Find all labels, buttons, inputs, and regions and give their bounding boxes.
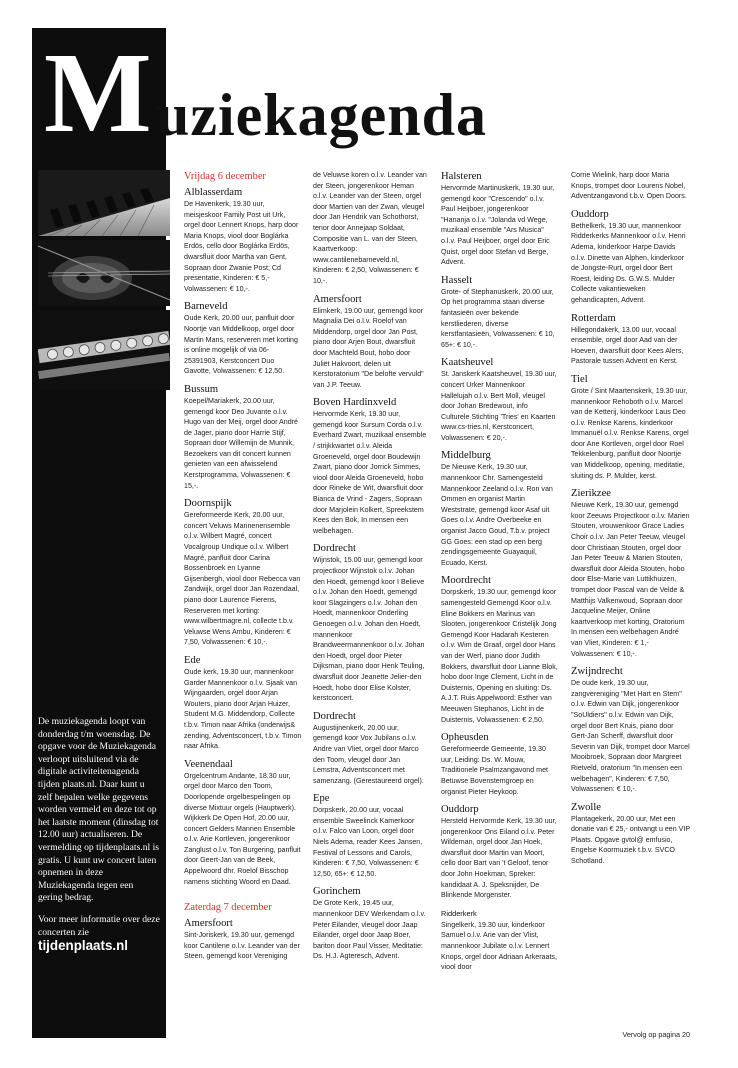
day-heading: Vrijdag 6 december xyxy=(184,171,266,182)
agenda-entry: De oude kerk, 19.30 uur, zangvereniging "Met Hart en Stem" o.l.v. Edwin van Dijk, jongerenkoor "SoUldiers" o.l.v. Edwin van Dijk, orgel door Bert Kruis, piano door Gert-Jan Scherff, dwarsfluit door Severin van Dijk, trompet door Marcel Mooibroek, Sopraan door Margreet Rietveld, oratorium "In mensen een welbehagen", Kinderen: € 7,50, Volwassenen: € 10,-. xyxy=(571,679,690,794)
city-heading: Ede xyxy=(184,654,201,666)
spacer xyxy=(184,893,302,901)
piano-keys-photo xyxy=(38,170,170,236)
agenda-entry: Oude kerk, 19.30 uur, mannenkoor Garder Mannenkoor o.l.v. Sjaak van Wijngaarden, orgel door Arjan Wouters, piano door Arjan Huizer, Student M.G. Middendorp, Collecte t.b.v. Timon naar Afrika (onderwijs& zending, Adventsconcert, t.b.v. Timon naar Afrika. xyxy=(184,667,302,751)
agenda-entry: Plantagekerk, 20.00 uur, Met een donatie van € 25,- ontvangt u een VIP Plaats. Opgave gvtol@ emfusio, Engelse Koormuziek t.b.v. SVCO Schotland. xyxy=(571,814,690,866)
city-heading: Tiel xyxy=(571,373,588,385)
intro-text xyxy=(38,716,160,953)
agenda-entry: Singelkerk, 19.30 uur, kinderkoor Samuel o.l.v. Arie van der Vlist, mannenkoor Jubilate o.l.v. Lennert Knops, orgel door Adriaan Arkeraats, viool door xyxy=(441,920,557,972)
city-heading: Zwolle xyxy=(571,801,602,813)
agenda-entry: Corrie Wielink, harp door Maria Knops, trompet door Lourens Nobel, Adventzangavond t.b.v. Open Doors. xyxy=(571,171,687,201)
title-initial: M xyxy=(44,29,150,156)
agenda-column-2 xyxy=(313,170,428,968)
agenda-entry: Orgelcentrum Andante, 18.30 uur, orgel door Marco den Toom, Doorlopende orgelbespelingen op diverse Mixtuur orgels (Hauptwerk). Wijkkerk De Open Hof, 20.00 uur, concert Gelders Mannen Ensemble o.l.v. Arie Kortleven, jongerenkoor Zanglust o.l.v. Ton Burgering, panfluit door Geert-Jan van de Beek, Appelwoord dhr. Roelof Bisschop namens stichting Woord en Daad. xyxy=(184,771,301,886)
city-heading: Doornspijk xyxy=(184,498,232,510)
agenda-column-3 xyxy=(441,170,558,979)
city-heading: Ridderkerk xyxy=(441,908,477,918)
city-heading: Rotterdam xyxy=(571,312,616,324)
agenda-entry: Augustijnenkerk, 20.00 uur, gemengd koor Vox Jubilans o.l.v. Andre van Vliet, orgel door Marco den Toom, vleugel door Jan Lemstra, Adventsconcert met samenzang. (Gerestaureerd orgel). xyxy=(313,723,424,785)
city-heading: Middelburg xyxy=(441,450,491,462)
agenda-entry: St. Janskerk Kaatsheuvel, 19.30 uur, concert Urker Mannenkoor Hallelujah o.l.v. Bert Moll, vleugel door Johan Bredewout, info Culturele Stichting 'Tries' en Kaarten www.cs-tries.nl, Kerstconcert, Volwassenen: € 20,-. xyxy=(441,370,557,442)
intro-more: Voor meer informatie over deze concerten zie xyxy=(38,913,160,938)
agenda-entry: Hillegondakerk, 13.00 uur, vocaal ensemble, orgel door Aad van der Hoeven, dwarsfluit door Kees Alers, Pastorale tussen Advent en Kerst. xyxy=(571,325,684,366)
agenda-entry: De Grote Kerk, 19.45 uur, mannenkoor DEV Werkendam o.l.v. Peter Eilander, vleugel door Jaap Eilander, orgel door Jaap Boer, bariton door Paul Visser, Meditatie: Ds. H.J. Agteresch, Advent. xyxy=(313,899,426,961)
agenda-entry: Gereformeerde Gemeente, 19.30 uur, Leiding: Ds. W. Mouw, Traditionele Psalmzangavond met Betuwse Bovenstemgroep en organist Pieter Heykoop. xyxy=(441,745,548,796)
agenda-entry: Bethelkerk, 19.30 uur, mannenkoor Ridderkerks Mannenkoor o.l.v. Henri Adema, kinderkoor Harpe Davids o.l.v. Dinette van Alphen, kinderkoor de Jongste-Rurt, orgel door Bert Roest, leiding Ds. G.W.S. Mulder Collecte vakantieweken gehandicapten, Advent. xyxy=(571,221,686,304)
city-heading: Moordrecht xyxy=(441,575,492,587)
agenda-entry: De Havenkerk, 19.30 uur, meisjeskoor Family Post uit Urk, orgel door Lennert Knops, harp door Maria Knops, viool door Boglárka Erdös, cello door Boglárka Erdös, dwarsfluit door Martha van Gent, Sopraan door Zwanie Post; Cd presentatie, Kinderen: € 5,- Volwassenen: € 10,-. xyxy=(184,200,299,293)
city-heading: Alblasserdam xyxy=(184,187,243,198)
city-heading: Halsteren xyxy=(441,171,482,182)
agenda-entry: Grote- of Stephanuskerk, 20.00 uur, Op het programma staan diverse fantasieën over bekende kerstliederen, diverse kerstfantasieën, Volwassenen: € 10, 65+: € 10,-. xyxy=(441,287,555,349)
site-link[interactable]: tijdenplaats.nl xyxy=(38,938,129,954)
intro-paragraph: De muziekagenda loopt van donderdag t/m woensdag. De opgave voor de Muziekagenda verloopt uitsluitend via de digitale activiteitenagenda tijden plaats.nl. Daar kunt u zelf bepalen welke gegevens worden vermeld en deze tot op het laatste moment (dinsdag tot 12.00 uur) actualiseren. De vermelding op tijdenplaats.nl is gratis. U kunt uw concert laten opnemen in deze Muziekagenda tegen een gering bedrag. xyxy=(38,716,159,904)
continued-note: Vervolg op pagina 20 xyxy=(622,1030,690,1039)
title-rest: uziekagenda xyxy=(156,82,488,148)
city-heading: Kaatsheuvel xyxy=(441,357,494,369)
agenda-entry: Nieuwe Kerk, 19.30 uur, gemengd koor Zeeuws Projectkoor o.l.v. Marien Stouten, vrouwenkoor Grace Ladies Choir o.l.v. Jan Peter Teeuw, vleugel door Christiaan Stouten, orgel door Jan Peter Teeuw & Marien Stouten, dwarsfluit door Aleida Stouten, hobo door Else-Marie van Luttikhuizen, trompet door Pascal van de Velde & Matthijs Valkenwoud, Sopraan door Jacqueline Meijer, Online kaartverkoop met korting, Oratorium In mensen een welbehagen André van Vliet, Kinderen: € 1,- Volwassenen: € 10,-. xyxy=(571,501,690,658)
city-heading: Ouddorp xyxy=(571,208,609,220)
city-heading: Amersfoort xyxy=(184,918,233,930)
agenda-entry: Grote / Sint Maartenskerk, 19.30 uur, mannenkoor Rehoboth o.l.v. Marcel van de Ketterij, kinderkoor Laus Deo o.l.v. Renkse Karens, kinderkoor Immanuël o.l.v. Renkse Karens, orgel door Ane Kortleven, orgel door Roel Tekkelenburg, panfluit door Noortje van Middelkoop, opening, meditatie, sluiting ds. P. Mulder, kerst. xyxy=(571,386,689,480)
city-heading: Zierikzee xyxy=(571,488,611,500)
agenda-entry: Sint-Joriskerk, 19.30 uur, gemengd koor Cantilene o.l.v. Leander van der Steen, gemengd koor Vereniging xyxy=(184,931,300,961)
agenda-entry: Koepel/Mariakerk, 20.00 uur, gemengd koor Deo Juvante o.l.v. Hugo van der Meij, orgel door André de Jager, piano door Harrie Stijf, Sopraan door Willemijn de Munnik, Bezoekers van dit concert kunnen genieten van een afwisselend Kerstprogramma, Volwassenen: € 15,-. xyxy=(184,396,298,490)
city-heading: Opheusden xyxy=(441,732,489,744)
agenda-entry: Oude Kerk, 20.00 uur, panfluit door Noortje van Middelkoop, orgel door Martin Mans, reserveren met korting is online mogelijk of via 06-25391903, Kerstconcert Duo Gavotte, Volwassenen: € 12,50. xyxy=(184,314,298,376)
agenda-entry: De Nieuwe Kerk, 19.30 uur, mannenkoor Chr. Samengesteld Mannenkoor Zeeland o.l.v. Ron van Ommen en organist Martin Weststrate, gemengd koor Asaf uit Goes o.l.v. Andre Overbeeke en organist Jacco Goud, T.b.v. project GG Goes: een stad op een berg zendingsgemeente Guayaquil, Ecuado, Kerst. xyxy=(441,463,553,567)
agenda-entry: de Veluwse koren o.l.v. Leander van der Steen, jongerenkoor Heman o.l.v. Leander van der Steen, orgel door Martien van der Zwan, vleugel door Jan Hendrik van Schothorst, tenor door Annejaap Soldaat, Compositie van L. van der Steen, Kaartverkoop: www.cantilenebarneveld.nl, Kinderen: € 2,50, Volwassenen: € 10,-. xyxy=(313,171,427,285)
agenda-entry: Hersteld Hervormde Kerk, 19.30 uur, jongerenkoor Ons Eiland o.l.v. Peter Wildeman, orgel door Jan Hoek, dwarsfluit door Martin van Moort, cello door Bart van 't Geloof, tenor door John Hoekman, Spreker: kandidaat A. J. Speksnijder, De Blinkende Morgenster. xyxy=(441,817,557,900)
city-heading: Bussum xyxy=(184,383,219,395)
city-heading: Gorinchem xyxy=(313,886,361,898)
violin-photo xyxy=(38,240,170,306)
agenda-entry: Elimkerk, 19.00 uur, gemengd koor Magnalia Dei o.l.v. Roelof van Middendorp, orgel door Jan Post, piano door Arjen Bout, dwarsfluit door Machteld Bout, hobo door Juliët Hakvoort, delen uit Kerstoratorium "De belofte vervuld" van J.P. Teeuw. xyxy=(313,306,424,389)
agenda-column-4 xyxy=(571,170,691,873)
city-heading: Dordrecht xyxy=(313,710,356,722)
city-heading: Dordrecht xyxy=(313,543,356,555)
flute-photo xyxy=(38,310,170,390)
city-heading: Hasselt xyxy=(441,274,473,286)
city-heading: Boven Hardinxveld xyxy=(313,397,397,409)
day-heading: Zaterdag 7 december xyxy=(184,902,272,914)
agenda-column-1 xyxy=(184,170,302,968)
city-heading: Epe xyxy=(313,793,330,805)
city-heading: Zwijndrecht xyxy=(571,666,623,678)
agenda-entry: Hervormde Kerk, 19.30 uur, gemengd koor Sursum Corda o.l.v. Everhard Zwart, muzikaal ensemble / strijkkwartet o.l.v. Aleida Groeneveld, orgel door Boudewijn Zwart, piano door Jorrick Simmes, viool door Aleida Groeneveld, hobo door Rineke de Wit, dwarsfluit door Bianca de Vrind - Zagers, Sopraan door Marjolein Kolkert, Spreekstem Kees den Bok, In mensen een welbehagen. xyxy=(313,410,427,535)
city-heading: Barneveld xyxy=(184,301,228,313)
city-heading: Veenendaal xyxy=(184,758,233,770)
city-heading: Amersfoort xyxy=(313,293,362,305)
agenda-entry: Wijnstok, 15.00 uur, gemengd koor projectkoor Wijnstok o.l.v. Johan den Hoedt, gemengd koor I Believe o.l.v. Johan den Hoedt, gemengd koor Slagzingers o.l.v. Johan den Hoedt, mannenkoor Onderling Genoegen o.l.v. Johan den Hoedt, mannenkoor Brandweermannenkoor o.l.v. Johan den Hoedt, orgel door Pieter Dijksman, piano door Henk Teuling, dwarsfluit door Jeanette Jelier-den Hoedt, hobo door Elise Kolster, kerstconcert. xyxy=(313,556,425,703)
agenda-entry: Dorpskerk, 20.00 uur, vocaal ensemble Sweelinck Kamerkoor o.l.v. Falco van Loon, orgel door Niels Adema, reader Kees Jansen, Festival of Lessons and Carols, Kinderen: € 7,50, Volwassenen: € 12,50, 65+: € 12,50. xyxy=(313,806,423,878)
agenda-entry: Hervormde Martinuskerk, 19.30 uur, gemengd koor "Crescendo" o.l.v. Paul Heijboer, jongerenkoor "Hananja o.l.v. "Jolanda vd Wege, muzikaal ensemble "Ars Musica" o.l.v. Paul Heijboer, orgel door Eric Quist, orgel door Stefan vd Berge, Advent. xyxy=(441,184,555,267)
city-heading: Ouddorp xyxy=(441,804,479,816)
agenda-entry: Dorpskerk, 19.30 uur, gemengd koor samengesteld Gemengd Koor o.l.v. Eline Bokkers en Marinus van Slooten, jongerenkoor Cristelijk Jong Gemengd Koor Hadarah Kesteren o.l.v. Wim de Graaf, orgel door Hans van der Werf, piano door Judith Bokkers, dwarsfluit door Lianne Blok, hobo door Inge Clement, Licht in de Duisternis, Opening en sluiting: Ds. A.J.T. Ruis Appelwoord: Esther van Meeuwen Stephanos, Licht in de Duisternis, Volwassenen: € 2,50. xyxy=(441,588,558,724)
agenda-entry: Gereformeerde Kerk, 20.00 uur, concert Veluws Mannenensemble o.l.v. Wilbert Magré, concert Vocalgroup Undique o.l.v. Wilbert Magré, panfluit door Carina Bossenbroek en Lyanne Gijsenbergh, viool door Rebecca van Zandwijk, orgel door Jan Rozendaal, piano door Laurence Fierens, Reserveren met korting: www.wilbertmagre.nl, collecte t.b.v. Veluwse Wens Ambu, Kinderen: € 7,50, Volwassenen: € 10,-. xyxy=(184,511,301,647)
